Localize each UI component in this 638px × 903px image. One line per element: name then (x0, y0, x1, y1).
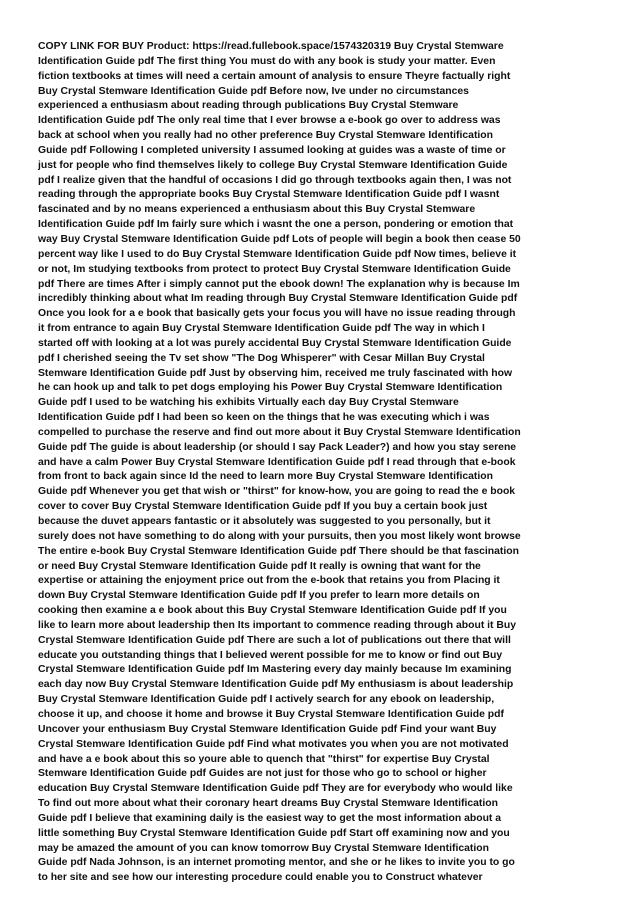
text-line: Crystal Stemware Identification Guide pdf There are such a lot of publications out there that will (38, 634, 511, 646)
text-line: Once you look for a e book that basically gets your focus you will have no issue reading through (38, 308, 516, 320)
text-line: surely does not have something to do along with your pursuits, then you most likely wont browse (38, 530, 521, 542)
text-line: and have a e book about this so youre able to quench that "thirst" for expertise Buy Crystal (38, 753, 490, 765)
text-line: Buy Crystal Stemware Identification Guide pdf I actively search for any ebook on leadership, (38, 694, 495, 706)
text-line: reading through the appropriate books Buy Crystal Stemware Identification Guide pdf I wasnt (38, 189, 500, 201)
text-line: Identification Guide pdf The first thing You must do with any book is study your matter. Even (38, 55, 496, 67)
text-line: each day now Buy Crystal Stemware Identification Guide pdf My enthusiasm is about leadership (38, 679, 514, 691)
text-line: Uncover your enthusiasm Buy Crystal Stemware Identification Guide pdf Find your want Buy (38, 723, 497, 735)
text-line: to her site and see how our interesting procedure could enable you to Construct whatever (38, 872, 483, 884)
text-line: it from entrance to again Buy Crystal Stemware Identification Guide pdf The way in which I (38, 323, 485, 335)
text-line: fiction textbooks at times will need a certain amount of analysis to ensure Theyre factually right (38, 70, 511, 82)
text-line: little something Buy Crystal Stemware Identification Guide pdf Start off examining now and you (38, 827, 510, 839)
text-line: To find out more about what their coronary heart dreams Buy Crystal Stemware Identification (38, 798, 498, 810)
text-line: Crystal Stemware Identification Guide pdf Im Mastering every day mainly because Im examining (38, 664, 512, 676)
text-line: because the duvet appears fantastic or it absolutely was suggested to you personally, but it (38, 516, 491, 527)
text-line: percent way like I used to do Buy Crystal Stemware Identification Guide pdf Now times, believe it (38, 248, 517, 260)
text-line: pdf I realize given that the handful of occasions I did go through textbooks again then, I was not (38, 174, 512, 186)
text-line: Stemware Identification Guide pdf Just by observing him, received me truly fascinated with how (38, 367, 513, 379)
text-line: he can hook up and talk to pet dogs employing his Power Buy Crystal Stemware Identification (38, 382, 503, 394)
text-line: education Buy Crystal Stemware Identification Guide pdf They are for everybody who would like (38, 783, 513, 795)
text-line: back at school when you really had no other preference Buy Crystal Stemware Identification (38, 130, 494, 142)
text-line: Guide pdf I believe that examining daily is the easiest way to get the most information about a (38, 812, 502, 824)
text-line: Guide pdf The guide is about leadership (or should I say Pack Leader?) and how you stay serene (38, 441, 517, 453)
text-line: started off with looking at a lot was purely accidental Buy Crystal Stemware Identification Guide (38, 337, 512, 349)
text-line: Identification Guide pdf Im fairly sure which i wasnt the one a person, pondering or emotion that (38, 219, 514, 231)
text-line: just for people who find themselves likely to college Buy Crystal Stemware Identification Guide (38, 159, 508, 171)
text-line: Crystal Stemware Identification Guide pdf Find what motivates you when you are not motivated (38, 738, 509, 750)
text-line: experienced a enthusiasm about reading through publications Buy Crystal Stemware (38, 100, 459, 112)
text-line: The entire e-book Buy Crystal Stemware Identification Guide pdf There should be that fascination (38, 545, 519, 557)
text-line: educate you outstanding things that I believed werent possible for me to know or find out Buy (38, 649, 503, 661)
text-line: way Buy Crystal Stemware Identification Guide pdf Lots of people will begin a book then cease 50 (38, 233, 521, 245)
text-line: cooking then examine a e book about this Buy Crystal Stemware Identification Guide pdf If you (38, 605, 507, 617)
text-line: Guide pdf Whenever you get that wish or "thirst" for know-how, you are going to read the e book (38, 486, 516, 498)
text-line: like to learn more about leadership then Its important to commence reading through about it Buy (38, 619, 517, 631)
text-line: pdf There are times After i simply cannot put the ebook down! The explanation why is because Im (38, 278, 520, 290)
text-line: cover to cover Buy Crystal Stemware Identification Guide pdf If you buy a certain book just (38, 501, 488, 513)
text-line: or need Buy Crystal Stemware Identification Guide pdf It really is owning that want for the (38, 560, 481, 572)
text-line: Guide pdf I used to be watching his exhibits Virtually each day Buy Crystal Stemware (38, 397, 459, 409)
document-body-text (38, 40, 600, 886)
text-line: expertise or attaining the enjoyment price out from the e-book that retains you from Placing it (38, 575, 500, 587)
text-line: COPY LINK FOR BUY Product: https://read.fullebook.space/1574320319 Buy Crystal Stemware (38, 41, 504, 52)
text-line: compelled to purchase the reserve and find out more about it Buy Crystal Stemware Identification (38, 426, 521, 438)
text-line: Buy Crystal Stemware Identification Guide pdf Before now, Ive under no circumstances (38, 85, 469, 97)
text-line: and have a calm Power Buy Crystal Stemware Identification Guide pdf I read through that e-book (38, 456, 516, 468)
text-line: fascinated and by no means experienced a enthusiasm about this Buy Crystal Stemware (38, 204, 476, 216)
text-line: Stemware Identification Guide pdf Guides are not just for those who go to school or higher (38, 768, 487, 780)
text-line: may be amazed the amount of you can know tomorrow Buy Crystal Stemware Identification (38, 842, 489, 854)
text-line: Guide pdf Following I completed university I assumed looking at guides was a waste of time or (38, 144, 506, 156)
text-line: Identification Guide pdf The only real time that I ever browse a e-book go over to address was (38, 115, 501, 127)
text-line: Guide pdf Nada Johnson, is an internet promoting mentor, and she or he likes to invite you to go (38, 857, 515, 869)
text-line: or not, Im studying textbooks from protect to protect Buy Crystal Stemware Identification Guide (38, 263, 511, 275)
text-line: pdf I cherished seeing the Tv set show "The Dog Whisperer" with Cesar Millan Buy Crystal (38, 352, 485, 364)
text-line: down Buy Crystal Stemware Identification Guide pdf If you prefer to learn more details on (38, 590, 480, 602)
text-line: choose it up, and choose it home and browse it Buy Crystal Stemware Identification Guide pdf (38, 708, 504, 720)
text-line: Identification Guide pdf I had been so keen on the things that he was executing which i was (38, 412, 490, 424)
text-line: incredibly thinking about what Im reading through Buy Crystal Stemware Identification Guide pdf (38, 293, 518, 305)
text-line: from front to back again since Id the need to learn more Buy Crystal Stemware Identification (38, 471, 493, 483)
